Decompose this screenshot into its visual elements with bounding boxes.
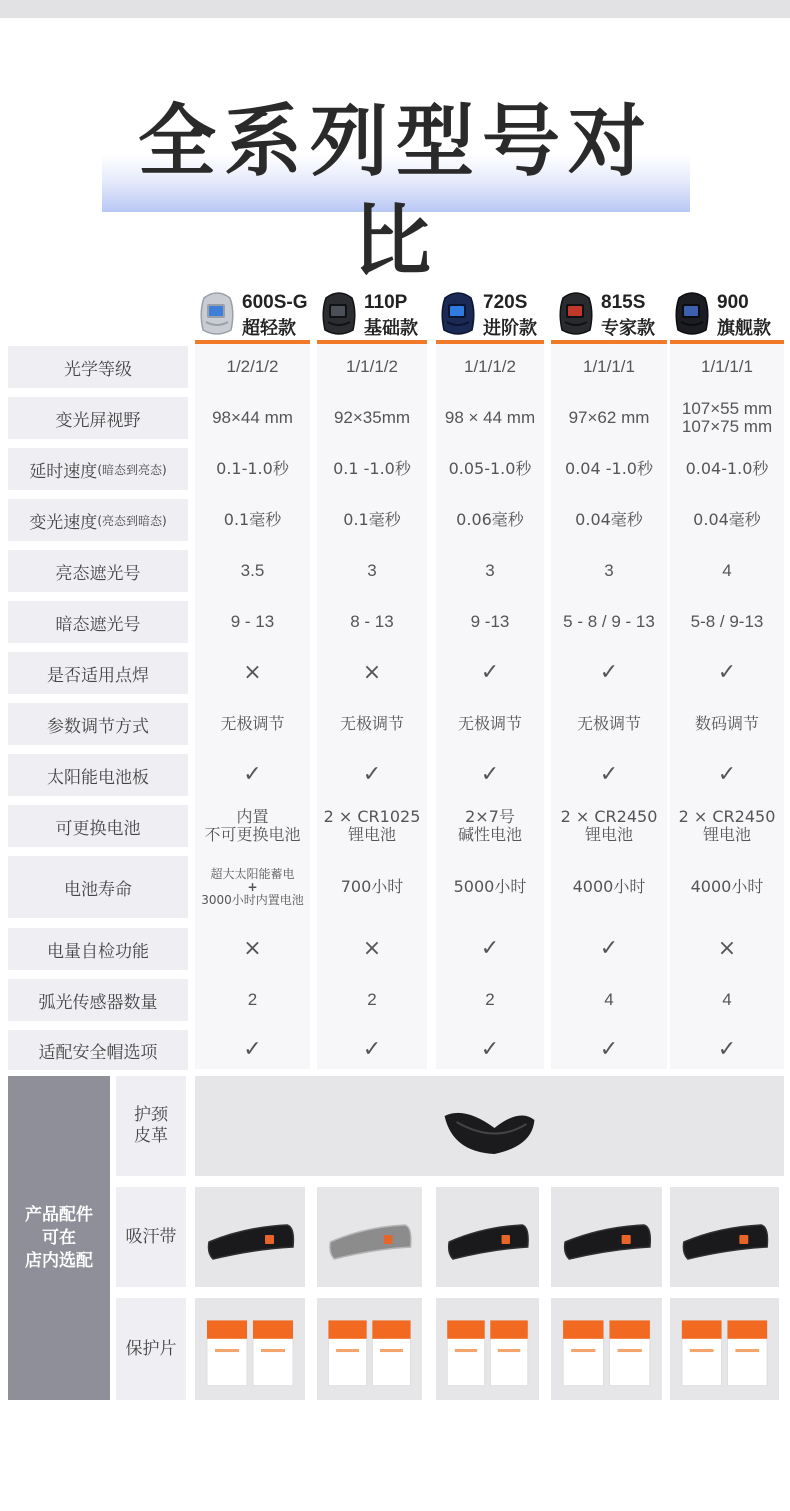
table-cell bbox=[670, 703, 784, 745]
model-header-600s-g bbox=[198, 290, 310, 340]
sweatband-image bbox=[551, 1187, 662, 1287]
table-cell bbox=[195, 1030, 310, 1070]
model-header-900 bbox=[673, 290, 785, 340]
cell-line: 1/2/1/2 bbox=[226, 357, 279, 376]
model-name: 600S-G bbox=[242, 292, 308, 313]
cell-line: 4 bbox=[604, 990, 614, 1009]
model-tier: 旗舰款 bbox=[717, 318, 771, 339]
check-icon: ✓ bbox=[243, 1037, 262, 1062]
row-label-note: (暗态到亮态) bbox=[97, 462, 167, 477]
check-icon: ✓ bbox=[480, 936, 500, 961]
table-cell bbox=[551, 346, 667, 388]
table-cell bbox=[551, 928, 667, 970]
page-title: 全系列型号对比 bbox=[137, 97, 654, 287]
cross-icon: × bbox=[362, 936, 382, 961]
helmet-icon bbox=[557, 290, 595, 338]
table-cell bbox=[670, 346, 784, 388]
table-cell bbox=[317, 805, 427, 847]
table-cell bbox=[551, 856, 667, 918]
table-cell bbox=[670, 448, 784, 490]
table-cell bbox=[317, 601, 427, 643]
model-header-815s bbox=[557, 290, 669, 340]
cell-line: 98×44 mm bbox=[212, 408, 293, 427]
cell-line: 锂电池 bbox=[702, 825, 751, 844]
check-icon: ✓ bbox=[599, 660, 619, 685]
row-label bbox=[8, 979, 188, 1021]
cell-line: 2 bbox=[367, 990, 377, 1009]
table-cell bbox=[551, 805, 667, 847]
table-cell bbox=[551, 550, 667, 592]
table-cell bbox=[436, 856, 544, 918]
table-cell bbox=[317, 397, 427, 439]
row-label-text: 延时速度 bbox=[29, 461, 98, 482]
row-label-text: 变光屏视野 bbox=[55, 410, 141, 431]
cell-line: 内置 bbox=[236, 807, 269, 826]
cell-line: 2×7号 bbox=[465, 807, 515, 826]
row-label bbox=[8, 856, 188, 918]
table-cell bbox=[551, 703, 667, 745]
neck-leather-image bbox=[195, 1076, 784, 1176]
table-cell bbox=[670, 1030, 784, 1070]
table-cell bbox=[195, 346, 310, 388]
table-cell bbox=[670, 856, 784, 918]
cross-icon: × bbox=[243, 936, 262, 961]
row-label bbox=[8, 346, 188, 388]
cell-line: 锂电池 bbox=[584, 825, 633, 844]
table-cell bbox=[436, 703, 544, 745]
helmet-icon bbox=[673, 290, 711, 338]
cell-line: 0.06毫秒 bbox=[456, 510, 524, 529]
cell-line: 超大太阳能蓄电 bbox=[210, 867, 295, 881]
cell-line: 0.04-1.0秒 bbox=[685, 459, 769, 478]
model-name: 815S bbox=[601, 292, 646, 313]
cell-line: 无极调节 bbox=[339, 714, 404, 733]
table-cell bbox=[317, 856, 427, 918]
check-icon: ✓ bbox=[599, 1037, 619, 1062]
row-label-note: (亮态到暗态) bbox=[97, 513, 167, 528]
accessories-section-label: 产品配件 可在 店内选配 bbox=[8, 1076, 110, 1400]
check-icon: ✓ bbox=[362, 762, 382, 787]
row-label bbox=[8, 703, 188, 745]
table-cell bbox=[670, 499, 784, 541]
cell-line: 4000小时 bbox=[572, 877, 646, 896]
helmet-icon bbox=[320, 290, 358, 338]
table-cell bbox=[195, 601, 310, 643]
table-cell bbox=[670, 928, 784, 970]
row-label bbox=[8, 448, 188, 490]
table-cell bbox=[436, 346, 544, 388]
check-icon: ✓ bbox=[480, 660, 500, 685]
check-icon: ✓ bbox=[717, 1037, 737, 1062]
row-label-text: 变光速度 bbox=[29, 512, 98, 533]
table-cell bbox=[670, 805, 784, 847]
cross-icon: × bbox=[362, 660, 382, 685]
cell-line: 107×75 mm bbox=[681, 417, 773, 436]
row-label-text: 参数调节方式 bbox=[47, 716, 149, 737]
cell-line: 0.05-1.0秒 bbox=[448, 459, 532, 478]
table-cell bbox=[436, 601, 544, 643]
row-label bbox=[8, 601, 188, 643]
table-cell bbox=[195, 856, 310, 918]
cross-icon: × bbox=[243, 660, 262, 685]
model-name: 110P bbox=[364, 292, 408, 313]
table-cell bbox=[436, 550, 544, 592]
cell-line: 2 bbox=[485, 990, 495, 1009]
cell-line: 无极调节 bbox=[576, 714, 641, 733]
cell-line: 不可更换电池 bbox=[204, 825, 301, 844]
cell-line: 0.04 -1.0秒 bbox=[565, 459, 653, 478]
table-cell bbox=[195, 805, 310, 847]
table-cell bbox=[551, 601, 667, 643]
cell-line: 9 - 13 bbox=[230, 612, 275, 631]
cell-line: 2 × CR1025 bbox=[323, 807, 421, 826]
table-cell bbox=[551, 979, 667, 1021]
cell-line: 3 bbox=[367, 561, 377, 580]
cell-line: 3000小时内置电池 bbox=[201, 893, 304, 907]
cell-line: 5-8 / 9-13 bbox=[690, 612, 764, 631]
cell-line: 1/1/1/2 bbox=[464, 357, 516, 376]
table-cell bbox=[317, 928, 427, 970]
cell-line: 5 - 8 / 9 - 13 bbox=[563, 612, 655, 631]
cell-line: 9 -13 bbox=[470, 612, 510, 631]
row-label bbox=[8, 1030, 188, 1070]
cell-line: 0.04毫秒 bbox=[693, 510, 761, 529]
model-tier: 专家款 bbox=[601, 318, 655, 339]
cell-line: 碱性电池 bbox=[457, 825, 522, 844]
row-label-text: 弧光传感器数量 bbox=[38, 992, 158, 1013]
table-cell bbox=[195, 397, 310, 439]
model-header-720s bbox=[439, 290, 551, 340]
row-label-text: 可更换电池 bbox=[55, 818, 141, 839]
row-label-text: 暗态遮光号 bbox=[55, 614, 141, 635]
table-cell bbox=[195, 754, 310, 796]
row-label bbox=[8, 397, 188, 439]
model-tier: 基础款 bbox=[364, 318, 418, 339]
table-cell bbox=[436, 397, 544, 439]
table-cell bbox=[317, 550, 427, 592]
accessory-label: 吸汗带 bbox=[116, 1187, 186, 1287]
cell-line: 0.1毫秒 bbox=[223, 510, 282, 529]
row-label-text: 电池寿命 bbox=[64, 879, 132, 900]
row-label bbox=[8, 928, 188, 970]
cell-line: 0.04毫秒 bbox=[575, 510, 643, 529]
table-cell bbox=[436, 499, 544, 541]
protective-film-image bbox=[436, 1298, 539, 1400]
helmet-icon bbox=[198, 290, 236, 338]
table-cell bbox=[195, 979, 310, 1021]
cell-line: 1/1/1/1 bbox=[583, 357, 635, 376]
table-cell bbox=[670, 652, 784, 694]
row-label bbox=[8, 550, 188, 592]
table-cell bbox=[317, 979, 427, 1021]
page-title-block bbox=[102, 92, 690, 287]
row-label-text: 太阳能电池板 bbox=[47, 767, 149, 788]
cell-line: + bbox=[247, 880, 258, 894]
table-cell bbox=[195, 703, 310, 745]
accessory-label: 保护片 bbox=[116, 1298, 186, 1400]
table-cell bbox=[317, 652, 427, 694]
model-tier: 进阶款 bbox=[483, 318, 537, 339]
cell-line: 2 × CR2450 bbox=[678, 807, 776, 826]
table-cell bbox=[551, 754, 667, 796]
cell-line: 2 bbox=[247, 990, 258, 1009]
sweatband-image bbox=[317, 1187, 422, 1287]
cell-line: 97×62 mm bbox=[568, 408, 650, 427]
row-label bbox=[8, 652, 188, 694]
row-label-text: 亮态遮光号 bbox=[55, 563, 141, 584]
table-cell bbox=[551, 397, 667, 439]
cell-line: 700小时 bbox=[340, 877, 404, 896]
check-icon: ✓ bbox=[480, 1037, 500, 1062]
cell-line: 5000小时 bbox=[453, 877, 527, 896]
cell-line: 3.5 bbox=[240, 561, 265, 580]
check-icon: ✓ bbox=[599, 936, 619, 961]
row-label bbox=[8, 805, 188, 847]
model-tier: 超轻款 bbox=[242, 318, 296, 339]
model-header-110p bbox=[320, 290, 432, 340]
check-icon: ✓ bbox=[362, 1037, 382, 1062]
cell-line: 92×35mm bbox=[333, 408, 411, 427]
table-cell bbox=[436, 1030, 544, 1070]
sweatband-image bbox=[670, 1187, 779, 1287]
cell-line: 数码调节 bbox=[694, 714, 759, 733]
model-name: 900 bbox=[717, 292, 749, 313]
table-cell bbox=[195, 928, 310, 970]
model-name: 720S bbox=[483, 292, 528, 313]
cell-line: 4 bbox=[722, 990, 732, 1009]
row-label-text: 电量自检功能 bbox=[47, 941, 149, 962]
cell-line: 无极调节 bbox=[220, 714, 285, 733]
table-cell bbox=[317, 754, 427, 796]
top-bar bbox=[0, 0, 790, 18]
cell-line: 98 × 44 mm bbox=[444, 408, 536, 427]
row-label bbox=[8, 499, 188, 541]
table-cell bbox=[317, 499, 427, 541]
row-label-text: 是否适用点焊 bbox=[47, 665, 149, 686]
cell-line: 3 bbox=[604, 561, 614, 580]
row-label-text: 适配安全帽选项 bbox=[38, 1042, 158, 1063]
cross-icon: × bbox=[717, 936, 737, 961]
accessory-label: 护颈 皮革 bbox=[116, 1076, 186, 1176]
table-cell bbox=[317, 346, 427, 388]
table-cell bbox=[195, 652, 310, 694]
table-cell bbox=[670, 601, 784, 643]
cell-line: 2 × CR2450 bbox=[560, 807, 658, 826]
table-cell bbox=[551, 448, 667, 490]
helmet-icon bbox=[439, 290, 477, 338]
cell-line: 0.1 -1.0秒 bbox=[333, 459, 411, 478]
protective-film-image bbox=[195, 1298, 305, 1400]
cell-line: 锂电池 bbox=[347, 825, 396, 844]
sweatband-image bbox=[436, 1187, 539, 1287]
cell-line: 0.1-1.0秒 bbox=[216, 459, 289, 478]
cell-line: 4000小时 bbox=[690, 877, 764, 896]
table-cell bbox=[436, 928, 544, 970]
check-icon: ✓ bbox=[243, 762, 262, 787]
table-cell bbox=[551, 499, 667, 541]
table-cell bbox=[551, 1030, 667, 1070]
cell-line: 107×55 mm bbox=[681, 399, 773, 418]
cell-line: 0.1毫秒 bbox=[343, 510, 401, 529]
table-cell bbox=[670, 979, 784, 1021]
protective-film-image bbox=[317, 1298, 422, 1400]
protective-film-image bbox=[670, 1298, 779, 1400]
cell-line: 3 bbox=[485, 561, 495, 580]
cell-line: 1/1/1/1 bbox=[701, 357, 753, 376]
table-cell bbox=[195, 499, 310, 541]
table-cell bbox=[670, 754, 784, 796]
table-cell bbox=[195, 448, 310, 490]
table-cell bbox=[436, 448, 544, 490]
cell-line: 8 - 13 bbox=[350, 612, 394, 631]
table-cell bbox=[436, 754, 544, 796]
table-cell bbox=[317, 703, 427, 745]
cell-line: 1/1/1/2 bbox=[346, 357, 398, 376]
table-cell bbox=[551, 652, 667, 694]
protective-film-image bbox=[551, 1298, 662, 1400]
table-cell bbox=[317, 448, 427, 490]
row-label bbox=[8, 754, 188, 796]
table-cell bbox=[195, 550, 310, 592]
table-cell bbox=[436, 805, 544, 847]
table-cell bbox=[436, 652, 544, 694]
table-cell bbox=[670, 397, 784, 439]
check-icon: ✓ bbox=[599, 762, 619, 787]
check-icon: ✓ bbox=[480, 762, 500, 787]
table-cell bbox=[670, 550, 784, 592]
cell-line: 4 bbox=[722, 561, 732, 580]
check-icon: ✓ bbox=[717, 660, 737, 685]
table-cell bbox=[436, 979, 544, 1021]
cell-line: 无极调节 bbox=[457, 714, 522, 733]
check-icon: ✓ bbox=[717, 762, 737, 787]
sweatband-image bbox=[195, 1187, 305, 1287]
row-label-text: 光学等级 bbox=[64, 359, 132, 380]
table-cell bbox=[317, 1030, 427, 1070]
